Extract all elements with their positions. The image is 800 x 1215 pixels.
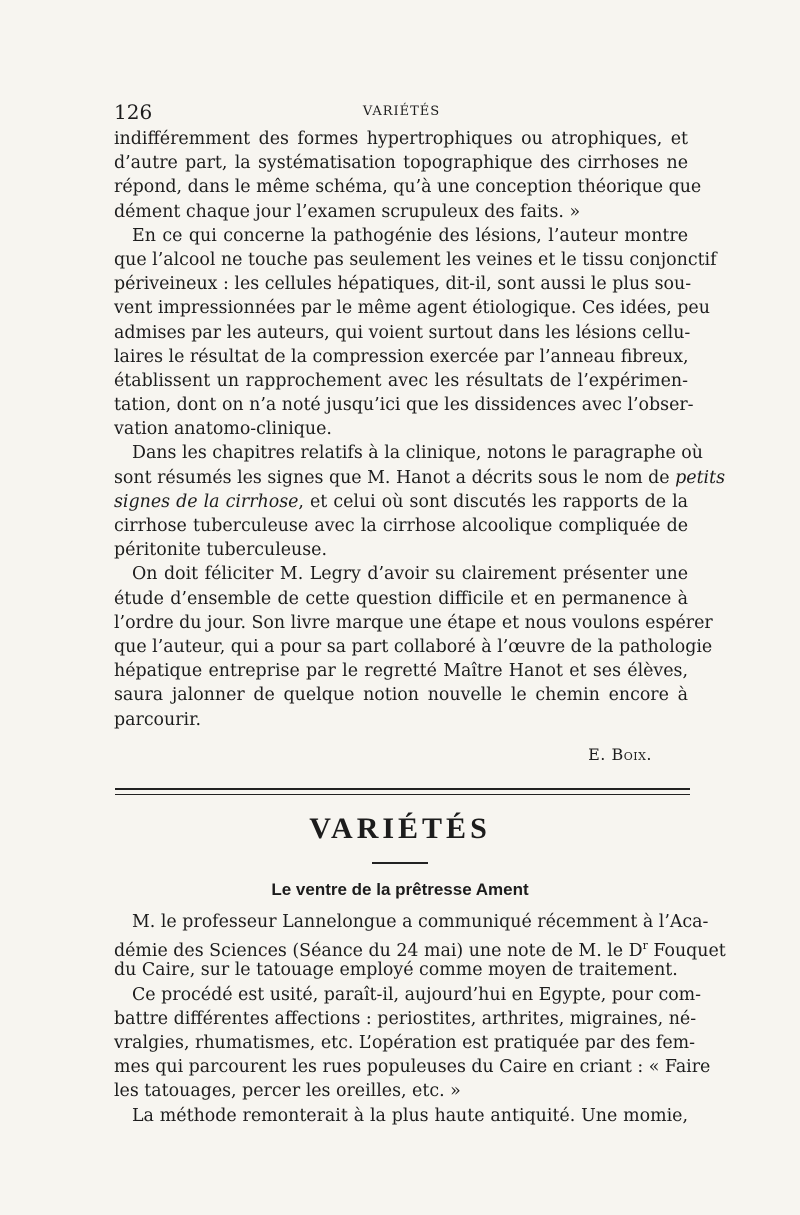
text-line: Dans les chapitres relatifs à la clinique, notons le paragraphe où (132, 443, 703, 464)
signature-initial: E. (588, 745, 606, 764)
review-text (114, 127, 726, 732)
text-line: parcourir. (114, 709, 202, 730)
text-line: vent impressionnées par le même agent étiologique. Ces idées, peu (114, 298, 710, 319)
article-text (114, 910, 726, 1128)
text-line: que l’alcool ne touche pas seulement les veines et le tissu conjonctif (114, 249, 717, 270)
italic-segment: petits (675, 467, 726, 488)
text-line: vralgies, rhumatismes, etc. L’opération est pratiquée par des fem- (114, 1032, 696, 1053)
text-line: que l’auteur, qui a pour sa part collaboré à l’œuvre de la pathologie (114, 636, 713, 657)
text-line: indifféremment des formes hypertrophiques ou atrophiques, et (114, 129, 688, 149)
text-line: cirrhose tuberculeuse avec la cirrhose alcoolique compliquée de (114, 516, 688, 536)
text-segment: démie des Sciences (Séance du 24 mai) une note de M. le (114, 940, 624, 961)
text-line (114, 934, 726, 961)
text-line: péritonite tuberculeuse. (114, 540, 327, 561)
double-rule-top (115, 788, 690, 790)
text-segment: sont résumés les signes que M. Hanot a décrits sous le nom de (114, 467, 670, 488)
running-title: VARIÉTÉS (362, 104, 441, 119)
text-segment: D (628, 940, 643, 961)
text-line: répond, dans le même schéma, qu’à une conception théorique que (114, 177, 702, 198)
title-divider (372, 862, 428, 864)
text-line: admises par les auteurs, qui voient surtout dans les lésions cellu- (114, 322, 691, 343)
text-line: l’ordre du jour. Son livre marque une étape et nous voulons espérer (114, 612, 713, 633)
page-number: 126 (114, 100, 153, 124)
text-line: M. le professeur Lannelongue a communiqué récemment à l’Aca- (132, 912, 709, 932)
text-line: d’autre part, la systématisation topographique des cirrhoses ne (114, 153, 688, 174)
section-title: VARIÉTÉS (309, 812, 491, 845)
text-segment: , et celui où sont discutés les rapports de la (298, 491, 688, 512)
text-line: saura jalonner de quelque notion nouvelle le chemin encore à (114, 685, 688, 706)
article-title: Le ventre de la prêtresse Ament (271, 880, 529, 899)
superscript: r (642, 939, 648, 953)
signature (588, 745, 652, 764)
text-segment: Fouquet (653, 940, 726, 961)
page-header (114, 100, 689, 124)
text-line: hépatique entreprise par le regretté Maître Hanot et ses élèves, (114, 661, 688, 682)
text-line: du Caire, sur le tatouage employé comme moyen de traitement. (114, 960, 678, 981)
text-line: les tatouages, percer les oreilles, etc. » (114, 1081, 461, 1102)
text-line: établissent un rapprochement avec les résultats de l’expérimen- (114, 370, 688, 391)
text-line: On doit féliciter M. Legry d’avoir su clairement présenter une (132, 564, 688, 585)
text-line: battre différentes affections : periostites, arthrites, migraines, né- (114, 1008, 697, 1029)
double-rule-bottom (115, 794, 690, 795)
text-line: dément chaque jour l’examen scrupuleux des faits. » (114, 201, 581, 222)
text-line (114, 490, 688, 514)
text-line (114, 466, 726, 490)
italic-segment: signes de la cirrhose (114, 491, 299, 512)
text-line: Ce procédé est usité, paraît-il, aujourd’hui en Egypte, pour com- (132, 984, 702, 1005)
text-line: vation anatomo-clinique. (114, 419, 332, 440)
text-line: La méthode remonterait à la plus haute antiquité. Une momie, (132, 1105, 688, 1126)
signature-name: Boix. (611, 745, 652, 764)
text-line: étude d’ensemble de cette question difficile et en permanence à (114, 588, 688, 609)
text-line: En ce qui concerne la pathogénie des lésions, l’auteur montre (132, 225, 688, 246)
text-line: laires le résultat de la compression exercée par l’anneau fibreux, (114, 346, 689, 367)
text-line: périveineux : les cellules hépatiques, dit-il, sont aussi le plus sou- (114, 274, 692, 295)
text-line: mes qui parcourent les rues populeuses du Caire en criant : « Faire (114, 1057, 711, 1078)
text-line: tation, dont on n’a noté jusqu’ici que les dissidences avec l’obser- (114, 395, 694, 416)
